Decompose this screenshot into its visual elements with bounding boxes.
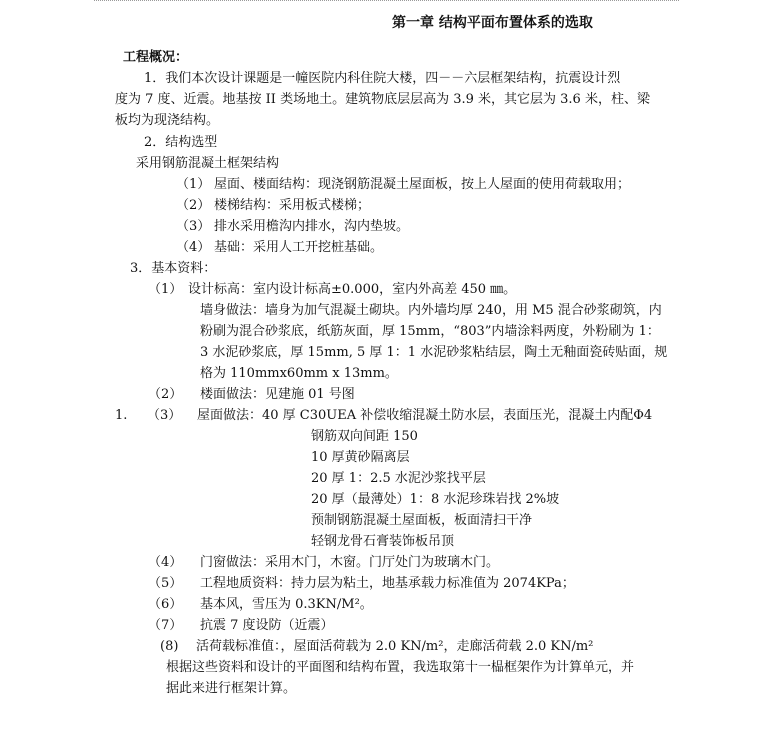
roof-line-3: 20 厚 1：2.5 水泥沙浆找平层: [311, 471, 486, 486]
s3-item-1: [148, 280, 516, 300]
roof-line-4: 20 厚（最薄处）1：8 水泥珍珠岩找 2%坡: [311, 492, 560, 507]
s3-item-3: [115, 406, 652, 426]
s2-item-4: [176, 238, 383, 258]
para1-line1: 1．我们本次设计课题是一幢医院内科住院大楼，四－－六层框架结构，抗震设计烈: [144, 71, 621, 86]
roof-line-5: 预制钢筋混凝土屋面板，板面清扫干净: [311, 513, 533, 528]
chapter-title: 第一章 结构平面布置体系的选取: [392, 15, 593, 31]
item-number: （2）: [148, 387, 183, 402]
wall-line-3: 3 水泥砂浆底，厚 15mm, 5 厚 1：1 水泥砂浆粘结层，陶土无釉面瓷砖贴面，规: [200, 345, 668, 360]
section2-heading: 2．结构选型: [144, 135, 218, 150]
item-number: （3）: [176, 219, 211, 234]
item-text: 楼梯结构：采用板式楼梯；: [214, 198, 371, 213]
item-number: （5）: [148, 576, 183, 591]
item-text: 设计标高：室内设计标高±0.000，室内外高差 450 ㎜。: [188, 282, 517, 297]
roof-line-2: 10 厚黄砂隔离层: [311, 450, 410, 465]
s3-item-5: [148, 574, 575, 594]
s2-item-3: [176, 217, 409, 237]
s2-item-1: [176, 175, 630, 195]
closing-line-2: 据此来进行框架计算。: [166, 681, 297, 696]
item-number: （4）: [148, 555, 183, 570]
item-text: 屋面做法：40 厚 C30UEA 补偿收缩混凝土防水层，表面压光，混凝土内配Φ4: [197, 408, 653, 423]
item-number: （7）: [148, 618, 183, 633]
para1-line2: 度为 7 度、近震。地基按 II 类场地土。建筑物底层层高为 3.9 米，其它层为 3.6 米，柱、梁: [115, 92, 650, 107]
wall-line-1: 墙身做法：墙身为加气混凝土砌块。内外墙均厚 240，用 M5 混合砂浆砌筑，内: [200, 303, 662, 318]
item-text: 屋面、楼面结构：现浇钢筋混凝土屋面板，按上人屋面的使用荷载取用；: [214, 177, 631, 192]
section2-intro: 采用钢筋混凝土框架结构: [136, 156, 280, 171]
item-text: 排水采用檐沟内排水，沟内垫坡。: [214, 219, 410, 234]
para1-line3: 板均为现浇结构。: [115, 113, 220, 128]
item-text: 基本风，雪压为 0.3KN/M²。: [200, 597, 373, 612]
item-number: （1）: [176, 177, 211, 192]
s3-item-6: [148, 595, 373, 615]
s3-item-8: [160, 637, 593, 657]
item-number: （3）: [147, 408, 182, 423]
item-number: （6）: [148, 597, 183, 612]
item-text: 工程地质资料：持力层为粘土，地基承载力标准值为 2074KPa；: [200, 576, 575, 591]
item-number: (8): [160, 639, 179, 654]
s2-item-2: [176, 196, 370, 216]
item-number: （2）: [176, 198, 211, 213]
roof-line-1: 钢筋双向间距 150: [311, 429, 418, 444]
item-text: 活荷载标准值：，屋面活荷载为 2.0 KN/m²，走廊活荷载 2.0 KN/m²: [196, 639, 594, 654]
item-text: 门窗做法：采用木门，木窗。门厅处门为玻璃木门。: [200, 555, 500, 570]
list-marker: 1.: [115, 408, 128, 423]
s3-item-7: [148, 616, 334, 636]
wall-line-4: 格为 110mmx60mm x 13mm。: [200, 366, 398, 381]
section3-heading: 3．基本资料：: [130, 261, 217, 276]
wall-line-2: 粉刷为混合砂浆底，纸筋灰面，厚 15mm，“803”内墙涂料两度，外粉刷为 1：: [200, 324, 660, 339]
item-number: （4）: [176, 240, 211, 255]
overview-heading: 工程概况：: [123, 50, 189, 65]
item-text: 楼面做法：见建施 01 号图: [200, 387, 355, 402]
s3-item-4: [148, 553, 499, 573]
s3-item-2: [148, 385, 355, 405]
item-text: 基础：采用人工开挖桩基础。: [214, 240, 384, 255]
closing-line-1: 根据这些资料和设计的平面图和结构布置，我选取第十一榀框架作为计算单元，并: [166, 660, 635, 675]
roof-line-6: 轻钢龙骨石膏装饰板吊顶: [311, 534, 455, 549]
item-text: 抗震 7 度设防（近震）: [200, 618, 334, 633]
item-number: （1）: [148, 282, 183, 297]
header-rule: [94, 0, 679, 1]
